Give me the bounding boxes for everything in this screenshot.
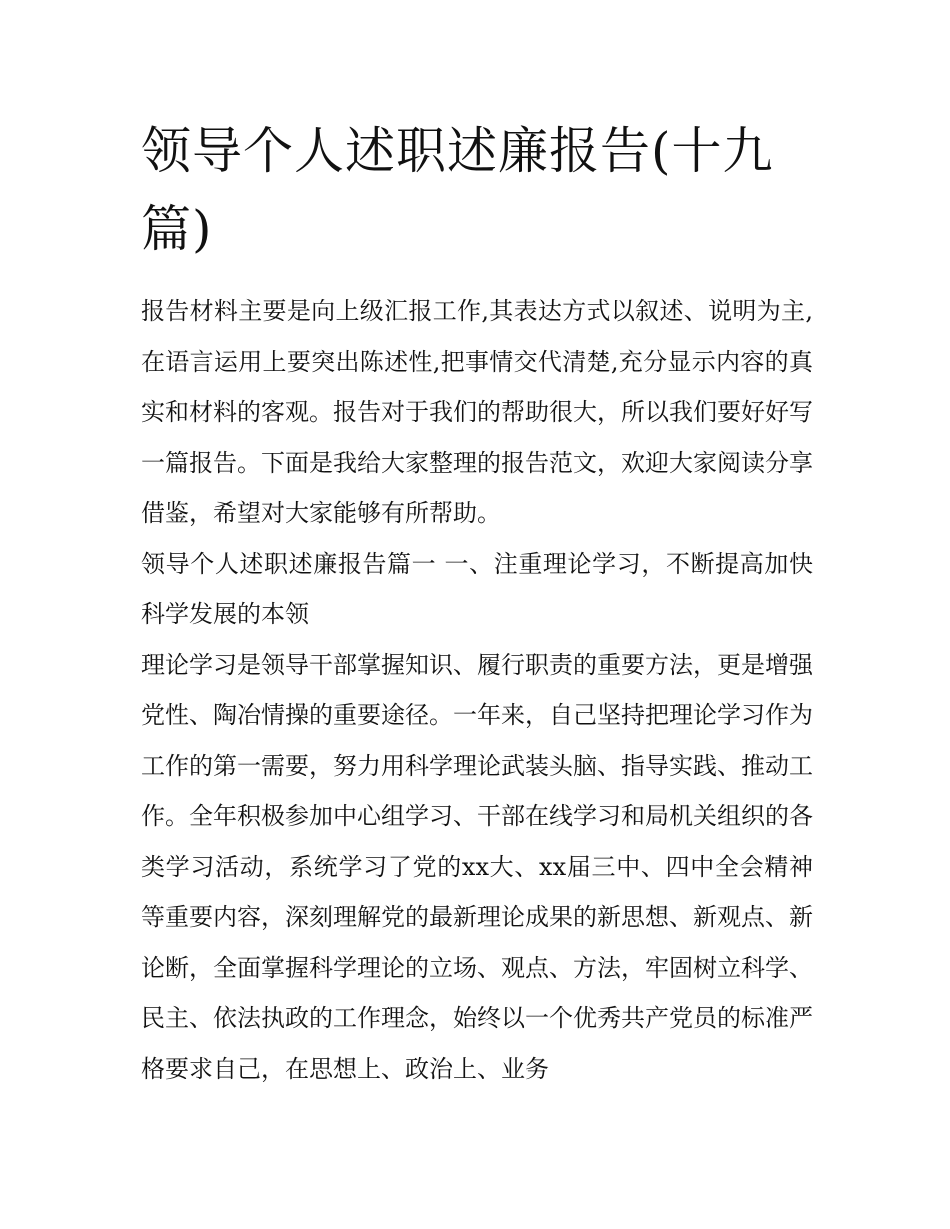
intro-paragraph: 报告材料主要是向上级汇报工作,其表达方式以叙述、说明为主,在语言运用上要突出陈述性,把事情交代清楚,充分显示内容的真实和材料的客观。报告对于我们的帮助很大，所以我们要好好写一篇报告。下面是我给大家整理的报告范文，欢迎大家阅读分享借鉴，希望对大家能够有所帮助。	[141, 297, 813, 527]
document-body	[141, 112, 813, 1094]
section-heading: 领导个人述职述廉报告篇一 一、注重理论学习，不断提高加快科学发展的本领	[141, 549, 813, 628]
document-title: 领导个人述职述廉报告(十九篇)	[141, 122, 774, 258]
body-paragraph: 理论学习是领导干部掌握知识、履行职责的重要方法，更是增强党性、陶冶情操的重要途径。一年来，自己坚持把理论学习作为工作的第一需要，努力用科学理论武装头脑、指导实践、推动工作。全年积极参加中心组学习、干部在线学习和局机关组织的各类学习活动，系统学习了党的xx大、xx届三中、四中全会精神等重要内容，深刻理解党的最新理论成果的新思想、新观点、新论断，全面掌握科学理论的立场、观点、方法，牢固树立科学、民主、依法执政的工作理念，始终以一个优秀共产党员的标准严格要求自己，在思想上、政治上、业务	[141, 650, 813, 1083]
